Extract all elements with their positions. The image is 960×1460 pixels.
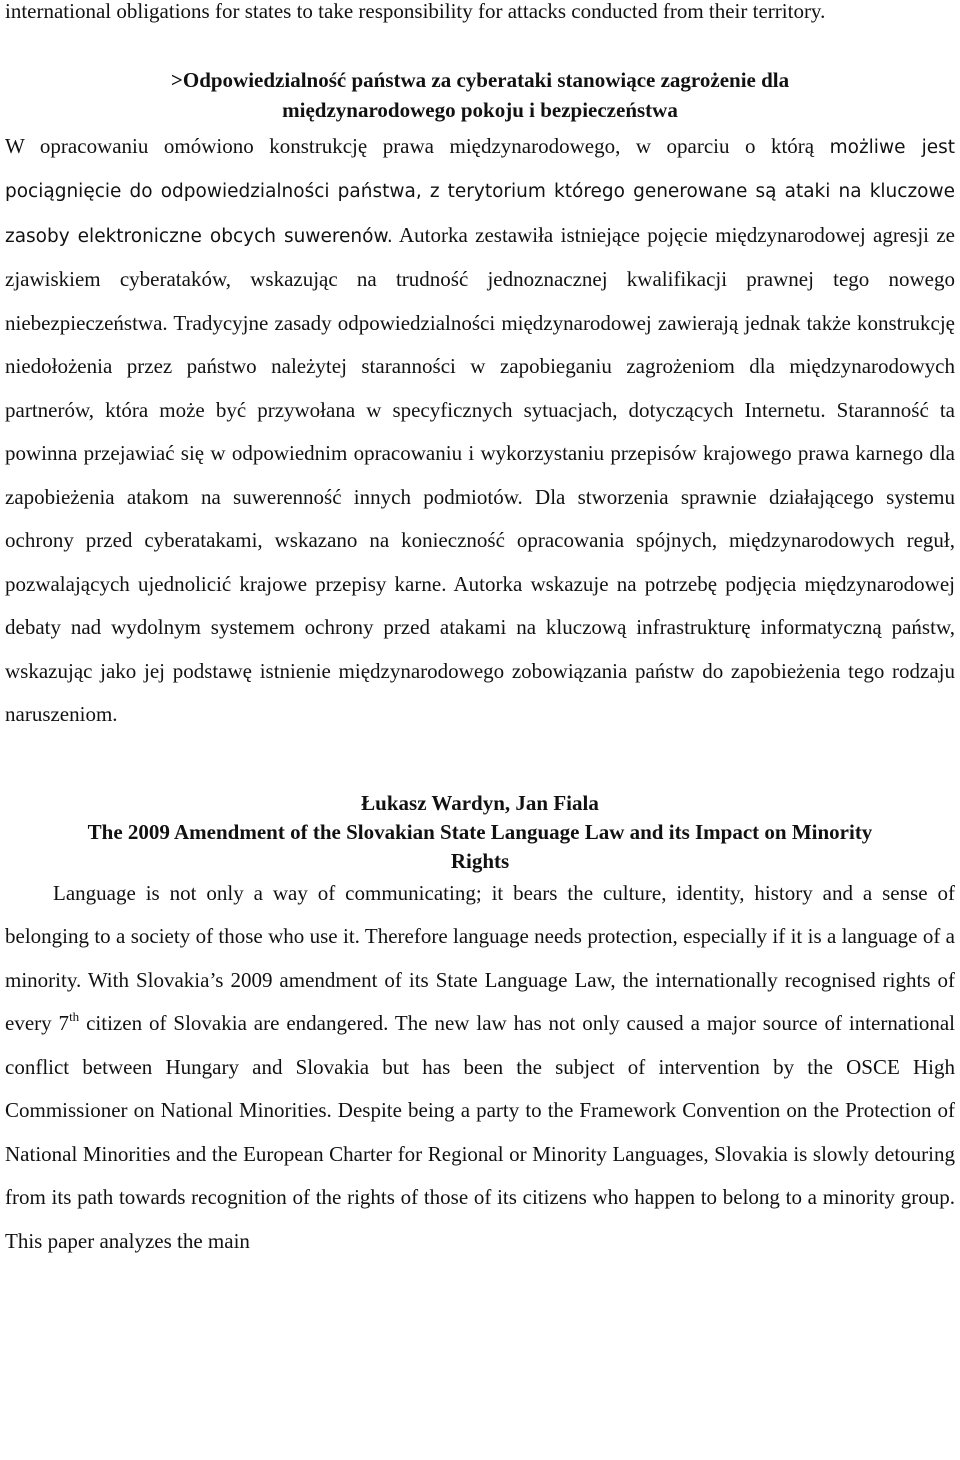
polish-article-title xyxy=(5,65,955,125)
document-page xyxy=(5,0,955,1263)
english-authors: Łukasz Wardyn, Jan Fiala xyxy=(361,790,599,815)
previous-abstract-ending: international obligations for states to take responsibility for attacks conducted from their territory. xyxy=(5,0,826,23)
polish-abstract-part-1: W opracowaniu omówiono konstrukcję prawa międzynarodowego, w oparciu o którą xyxy=(5,133,830,158)
polish-title-line-2: międzynarodowego pokoju i bezpieczeństwa xyxy=(282,97,678,122)
section-gap xyxy=(5,737,955,789)
polish-abstract-part-2: możliwe jest pociągnięcie do odpowiedzialności państwa, z terytorium którego generowane są ataki na kluczowe zasoby elektroniczne obcych suwerenów. xyxy=(5,136,955,247)
polish-abstract-part-4: Tradycyjne zasady odpowiedzialności międzynarodowej zawierają jednak także konstrukcję niedołożenia przez państwo należytej staranności w zapobieganiu zagrożeniom dla międzynarodowych partnerów, która może być przywołana w specyficznych sytuacjach, dotyczących Internetu. Staranność ta powinna przejawiać się w odpowiednim opracowaniu i wykorzystaniu przepisów krajowego prawa karnego dla zapobieżenia atakom na suwerenność innych podmiotów. Dla stworzenia sprawnie działającego systemu ochrony przed cyberatakami, wskazano na konieczność opracowania spójnych, międzynarodowych reguł, pozwalających ujednolicić krajowe przepisy karne. Autorka wskazuje na potrzebę podjęcia międzynarodowej debaty nad wydolnym systemem ochrony przed atakami na kluczową infrastrukturę informatyczną państw, wskazując jako jej podstawę istnienie międzynarodowego zobowiązania państw do zapobieżenia tego rodzaju naruszeniom. xyxy=(5,310,955,726)
english-abstract-before-superscript: Language is not only a way of communicating; it bears the culture, identity, history and a sense of belonging to a society of those who use it. Therefore language needs protection, especially if it is a language of a minority. With Slovakia’s 2009 amendment of its State Language Law, the internationally recognised rights of every 7 xyxy=(5,880,955,1035)
english-abstract xyxy=(5,872,955,1264)
polish-title-line-1: >Odpowiedzialność państwa za cyberataki stanowiące zagrożenie dla xyxy=(170,67,790,92)
english-title-line-1: The 2009 Amendment of the Slovakian State Language Law and its Impact on Minority xyxy=(87,819,873,844)
polish-abstract-part-3: Autorka zestawiła istniejące pojęcie międzynarodowej agresji ze zjawiskiem cyberataków, wskazując na trudność jednoznacznej kwalifikacji prawnej tego nowego niebezpieczeństwa. xyxy=(5,222,955,335)
english-abstract-after-superscript: citizen of Slovakia are endangered. The new law has not only caused a major source of international conflict between Hungary and Slovakia but has been the subject of intervention by the OSCE High Commissioner on National Minorities. Despite being a party to the Framework Convention on the Protection of National Minorities and the European Charter for Regional or Minority Languages, Slovakia is slowly detouring from its path towards recognition of the rights of those of its citizens who happen to belong to a minority group. This paper analyzes the main xyxy=(5,1011,956,1253)
english-article-heading xyxy=(5,789,955,876)
english-title-line-2: Rights xyxy=(450,848,510,873)
polish-abstract xyxy=(5,125,955,737)
ordinal-superscript: th xyxy=(69,1009,80,1024)
